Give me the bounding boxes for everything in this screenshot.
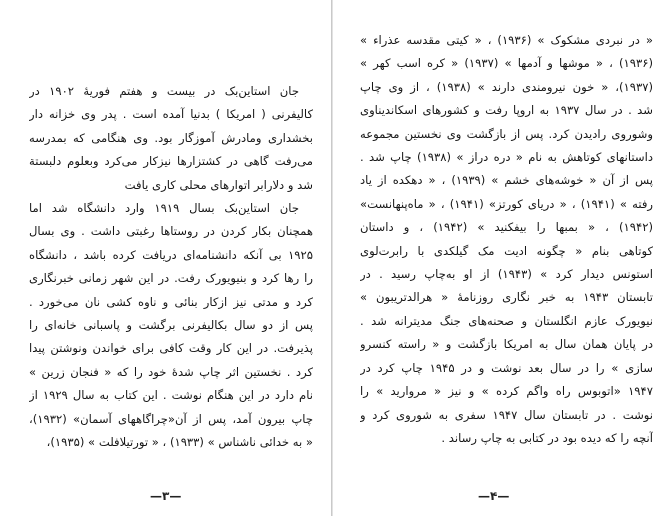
right-page-number: —۴—	[478, 489, 510, 503]
text-line: کرد و مدتی نیز ازکار بنائی و ناوه کشی نان می‌خورد .	[29, 294, 313, 309]
text-line: ۱۹۲۵ بی آنکه دانشنامه‌ای دریافت کرده باشد ، دانشگاه	[29, 247, 313, 262]
text-line: نام دارد در این هنگام نوشت . این کتاب به سال ۱۹۲۹ از	[29, 388, 313, 403]
text-line: « در نبردی مشکوک » (۱۹۳۶) ، « کیتی مقدسه عذراء »	[360, 33, 653, 47]
text-line: وشوروی رادیدن کرد. پس از بازگشت وی نخستین مجموعه	[360, 126, 653, 141]
text-line: شد و دلارابر اتوارهای محلی کاری یافت	[124, 177, 313, 192]
text-line: می‌رفت گاهی در کشتزارها نیزکار می‌کرد وبعلوم دلبستة	[29, 154, 313, 169]
text-line: تابستان ۱۹۴۳ به خبر نگاری روزنامهٔ « هرالدتریبون »	[360, 290, 653, 305]
text-line: نوشت . در تابستان سال ۱۹۴۷ سفری به شوروی کرد و	[360, 407, 653, 422]
text-line: کرد . نخستین اثر چاپ شدهٔ خود را که « فنجان زرین »	[29, 364, 313, 379]
text-line: جان استاین‌بک در بیست و هفتم فوریهٔ ۱۹۰۲ در	[29, 84, 299, 98]
text-line: پذیرفت. در این کار وقت کافی برای خواندن ونوشتن پیدا	[29, 341, 313, 356]
text-line: همچنان بکار کردن در روستاها رغبتی داشت . وی بسال	[29, 224, 313, 239]
text-line: در پایان همان سال به امریکا بازگشت و « راسته کنسرو	[360, 337, 653, 352]
text-line: کالیفرنی ( امریکا ) بدنیا آمده است . پدر وی خزانه دار	[29, 107, 313, 122]
text-line: (۱۹۳۶) ، « موشها و آدمها » (۱۹۳۷) « کره اسب کهر »	[360, 56, 653, 71]
left-page	[0, 0, 331, 516]
text-line: پس از دو سال بکالیفرنی برگشت و پاسبانی خانه‌ای را	[29, 318, 313, 333]
text-line: سازی » را در سال بعد نوشت و در ۱۹۴۵ چاپ کرد در	[360, 360, 653, 375]
text-line: استونس دیدار کرد » (۱۹۴۳) از او به‌چاپ رسید . در	[360, 267, 653, 282]
text-line: آنچه را که دیده بود در کتابی به چاپ رساند .	[441, 430, 653, 445]
text-line: بخشداری ومادرش آموزگار بود. وی هنگامی که بمدرسه	[29, 130, 313, 145]
text-line: را رها کرد و بنیویورک رفت. در این شهر زمانی خبرنگاری	[29, 271, 313, 286]
text-line: رفته » (۱۹۴۱) ، « دریای کورتز» (۱۹۴۱) ، « ماه‌پنهانست»	[360, 196, 653, 211]
text-line: (۱۹۴۲) ، « بمبها را بیفکنید » (۱۹۴۲) ، و داستان	[360, 220, 653, 235]
text-line: چاپ بیرون آمد، پس از آن«چراگاههای آسمان» (۱۹۳۲)،	[29, 411, 313, 426]
text-line: شد . در سال ۱۹۳۷ به اروپا رفت و کشورهای اسکاندیناوی	[360, 103, 653, 118]
left-page-number: —۳—	[150, 489, 182, 503]
text-line: کوتاهی بنام « چگونه ادیت مک گیلکدی با رابرت‌لوی	[360, 243, 653, 258]
text-line: نیویورک عازم انگلستان و صحنه‌های جنگ مدیترانه شد .	[360, 313, 653, 328]
left-page-text	[29, 80, 313, 455]
right-page	[333, 0, 669, 516]
text-line: « به خدائی ناشناس » (۱۹۳۳) ، « تورتیلافلت » (۱۹۳۵)،	[46, 435, 313, 450]
right-page-text	[360, 29, 653, 450]
text-line: (۱۹۳۷)، « خون نیرومندی دارند » (۱۹۳۸) ، از وی چاپ	[360, 79, 653, 94]
text-line: پس از آن « خوشه‌های خشم » (۱۹۳۹) ، « دهکده از یاد	[360, 173, 653, 188]
text-line: جان استاین‌بک بسال ۱۹۱۹ وارد دانشگاه شد اما	[29, 201, 299, 216]
text-line: داستانهای کوتاهش به نام « دره دراز » (۱۹۳۸) چاپ شد .	[360, 150, 653, 165]
text-line: ۱۹۴۷ «اتوبوس راه واگم کرده » و نیز « مروارید » را	[360, 384, 653, 399]
